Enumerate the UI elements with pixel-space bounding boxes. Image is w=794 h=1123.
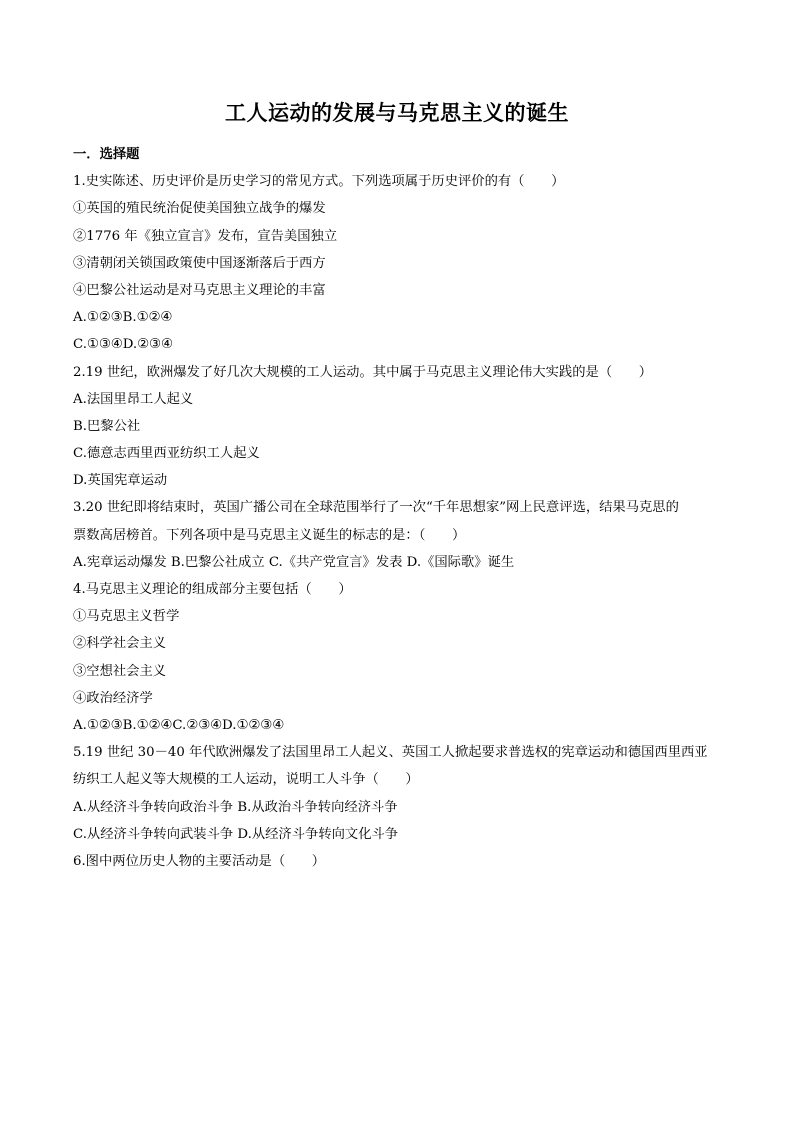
answer-options: A.从经济斗争转向政治斗争 B.从政治斗争转向经济斗争 (73, 799, 398, 815)
statement-item: ③清朝闭关锁国政策使中国逐渐落后于西方 (73, 255, 326, 271)
question-stem: 5.19 世纪 30－40 年代欧洲爆发了法国里昂工人起义、英国工人掀起要求普选权的宪章运动和德国西里西亚 (73, 745, 708, 761)
answer-option: C.德意志西里西亚纺织工人起义 (73, 446, 260, 462)
statement-item: ④巴黎公社运动是对马克思主义理论的丰富 (73, 282, 326, 298)
question-1 (73, 168, 733, 358)
question-stem: 纺织工人起义等大规模的工人运动，说明工人斗争（ ） (73, 772, 419, 788)
question-stem: 2.19 世纪，欧洲爆发了好几次大规模的工人运动。其中属于马克思主义理论伟大实践的是（ ） (73, 364, 653, 380)
statement-item: ②1776 年《独立宣言》发布，宣告美国独立 (73, 228, 338, 244)
question-4 (73, 576, 733, 739)
question-3 (73, 494, 733, 576)
answer-option: D.英国宪章运动 (73, 473, 168, 489)
question-6 (73, 848, 733, 875)
question-stem: 4.马克思主义理论的组成部分主要包括（ ） (73, 582, 352, 597)
statement-item: ①英国的殖民统治促使美国独立战争的爆发 (73, 201, 326, 217)
document-title: 工人运动的发展与马克思主义的诞生 (225, 100, 569, 125)
question-stem: 3.20 世纪即将结束时，英国广播公司在全球范围举行了一次“千年思想家”网上民意评选，结果马克思的 (73, 500, 679, 516)
answer-option: A.法国里昂工人起义 (73, 391, 194, 407)
answer-options: A.①②③B.①②④ (73, 310, 173, 326)
question-stem: 6.图中两位历史人物的主要活动是（ ） (73, 853, 326, 869)
section-heading: 一．选择题 (73, 147, 140, 162)
statement-item: ④政治经济学 (73, 690, 153, 706)
document-content (73, 141, 733, 875)
statement-item: ②科学社会主义 (73, 636, 167, 652)
answer-options: A.①②③B.①②④C.②③④D.①②③④ (73, 717, 285, 733)
answer-options: C.从经济斗争转向武装斗争 D.从经济斗争转向文化斗争 (73, 826, 399, 842)
statement-item: ③空想社会主义 (73, 663, 167, 679)
question-2 (73, 359, 733, 495)
answer-options: C.①③④D.②③④ (73, 337, 173, 353)
question-stem: 票数高居榜首。下列各项中是马克思主义诞生的标志的是：（ ） (73, 527, 466, 543)
answer-options: A.宪章运动爆发 B.巴黎公社成立 C.《共产党宣言》发表 D.《国际歌》诞生 (73, 554, 515, 570)
answer-option: B.巴黎公社 (73, 418, 141, 434)
statement-item: ①马克思主义哲学 (73, 609, 180, 625)
question-stem: 1.史实陈述、历史评价是历史学习的常见方式。下列选项属于历史评价的有（ ） (73, 174, 565, 190)
question-5 (73, 739, 733, 848)
